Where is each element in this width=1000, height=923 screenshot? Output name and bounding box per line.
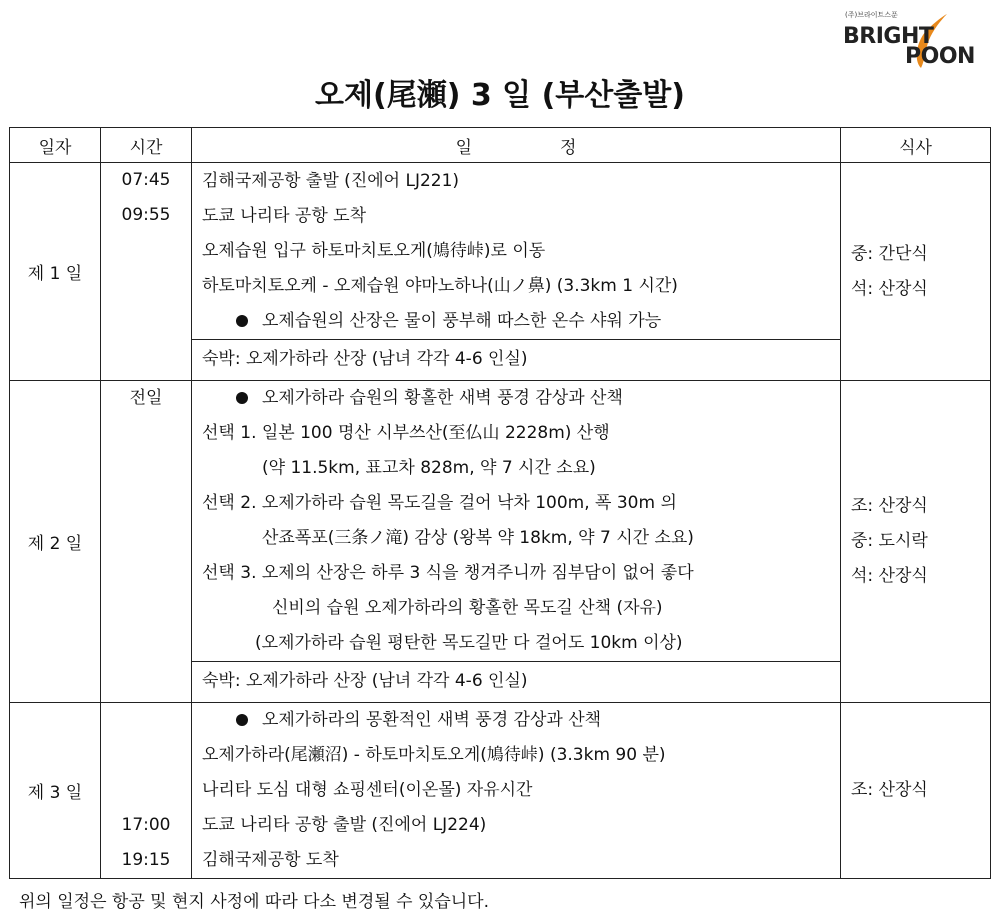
schedule-bullet-line — [192, 703, 840, 738]
schedule-line: 하토마치토오케 - 오제습원 야마노하나(山ノ鼻) (3.3km 1 시간) — [202, 276, 678, 296]
schedule-cell — [192, 163, 841, 340]
page-title: 오제(尾瀬) 3 일 (부산출발) — [315, 78, 685, 113]
day-label: 제 3 일 — [10, 703, 101, 879]
time-value: 전일 — [129, 388, 163, 408]
schedule-bullet-text: 오제가하라의 몽환적인 새벽 풍경 감상과 산책 — [262, 710, 602, 730]
table-header-row — [10, 128, 991, 163]
schedule-cell — [192, 381, 841, 662]
schedule-line: 선택 3. 오제의 산장은 하루 3 식을 챙겨주니까 짐부담이 없어 좋다 — [202, 563, 694, 583]
schedule-line: 김해국제공항 도착 — [202, 850, 339, 870]
meal-cell — [841, 163, 991, 381]
footnote: 위의 일정은 항공 및 현지 사정에 따라 다소 변경될 수 있습니다. — [19, 892, 489, 912]
schedule-line: 도쿄 나리타 공항 출발 (진에어 LJ224) — [202, 815, 487, 835]
logo-word-bright: BRIGHT — [843, 24, 934, 49]
lodging-text: 숙박: 오제가하라 산장 (남녀 각각 4-6 인실) — [192, 340, 841, 381]
bullet-icon — [236, 392, 248, 404]
day-label: 제 1 일 — [10, 163, 101, 381]
time-value: 17:00 — [121, 815, 171, 835]
schedule-bullet-text: 오제습원의 산장은 물이 풍부해 따스한 온수 샤워 가능 — [262, 311, 662, 331]
schedule-bullet-line — [192, 304, 840, 339]
table-row — [10, 703, 991, 879]
schedule-line: 산죠폭포(三条ノ滝) 감상 (왕복 약 18km, 약 7 시간 소요) — [262, 528, 694, 548]
schedule-line: 오제가하라(尾瀬沼) - 하토마치토오게(鳩待峠) (3.3km 90 분) — [202, 745, 666, 765]
itinerary-table — [9, 127, 991, 879]
schedule-bullet-text: 오제가하라 습원의 황홀한 새벽 풍경 감상과 산책 — [262, 388, 623, 408]
meal-line: 조: 산장식 — [851, 496, 928, 516]
brightspoon-logo — [843, 10, 993, 72]
logo-company-small: (주)브라이트스푼 — [845, 11, 898, 19]
schedule-line: 신비의 습원 오제가하라의 황홀한 목도길 산책 (자유) — [272, 598, 663, 618]
meal-line: 석: 산장식 — [851, 566, 928, 586]
lodging-text: 숙박: 오제가하라 산장 (남녀 각각 4-6 인실) — [192, 662, 841, 703]
header-schedule-a: 일 — [455, 137, 472, 158]
header-schedule — [192, 128, 841, 163]
time-value: 07:45 — [121, 170, 171, 190]
bullet-icon — [236, 714, 248, 726]
schedule-bullet-line — [192, 381, 840, 416]
logo-word-spoon: POON — [905, 44, 975, 69]
day-label: 제 2 일 — [10, 381, 101, 703]
bullet-icon — [236, 315, 248, 327]
schedule-line: 나리타 도심 대형 쇼핑센터(이온몰) 자유시간 — [202, 780, 533, 800]
schedule-cell — [192, 703, 841, 879]
meal-line: 조: 산장식 — [851, 780, 928, 800]
header-meal: 식사 — [841, 128, 991, 163]
meal-cell — [841, 703, 991, 879]
schedule-line: 선택 1. 일본 100 명산 시부쓰산(至仏山 2228m) 산행 — [202, 423, 610, 443]
time-cell — [101, 163, 192, 381]
header-time: 시간 — [101, 128, 192, 163]
time-value: 09:55 — [121, 205, 171, 225]
meal-line: 중: 도시락 — [851, 531, 928, 551]
header-day: 일자 — [10, 128, 101, 163]
schedule-line: 도쿄 나리타 공항 도착 — [202, 206, 367, 226]
table-row — [10, 381, 991, 662]
schedule-line: 선택 2. 오제가하라 습원 목도길을 걸어 낙차 100m, 폭 30m 의 — [202, 493, 677, 513]
meal-cell — [841, 381, 991, 703]
time-cell — [101, 381, 192, 703]
time-value: 19:15 — [121, 850, 171, 870]
schedule-line: 김해국제공항 출발 (진에어 LJ221) — [202, 171, 460, 191]
schedule-line: 오제습원 입구 하토마치토오게(鳩待峠)로 이동 — [202, 241, 546, 261]
table-row — [10, 163, 991, 340]
meal-line: 중: 간단식 — [851, 243, 928, 264]
time-cell — [101, 703, 192, 879]
header-schedule-b: 정 — [560, 137, 577, 158]
meal-line: 석: 산장식 — [851, 278, 928, 299]
schedule-line: (오제가하라 습원 평탄한 목도길만 다 걸어도 10km 이상) — [255, 633, 683, 653]
schedule-line: (약 11.5km, 표고차 828m, 약 7 시간 소요) — [262, 458, 596, 478]
